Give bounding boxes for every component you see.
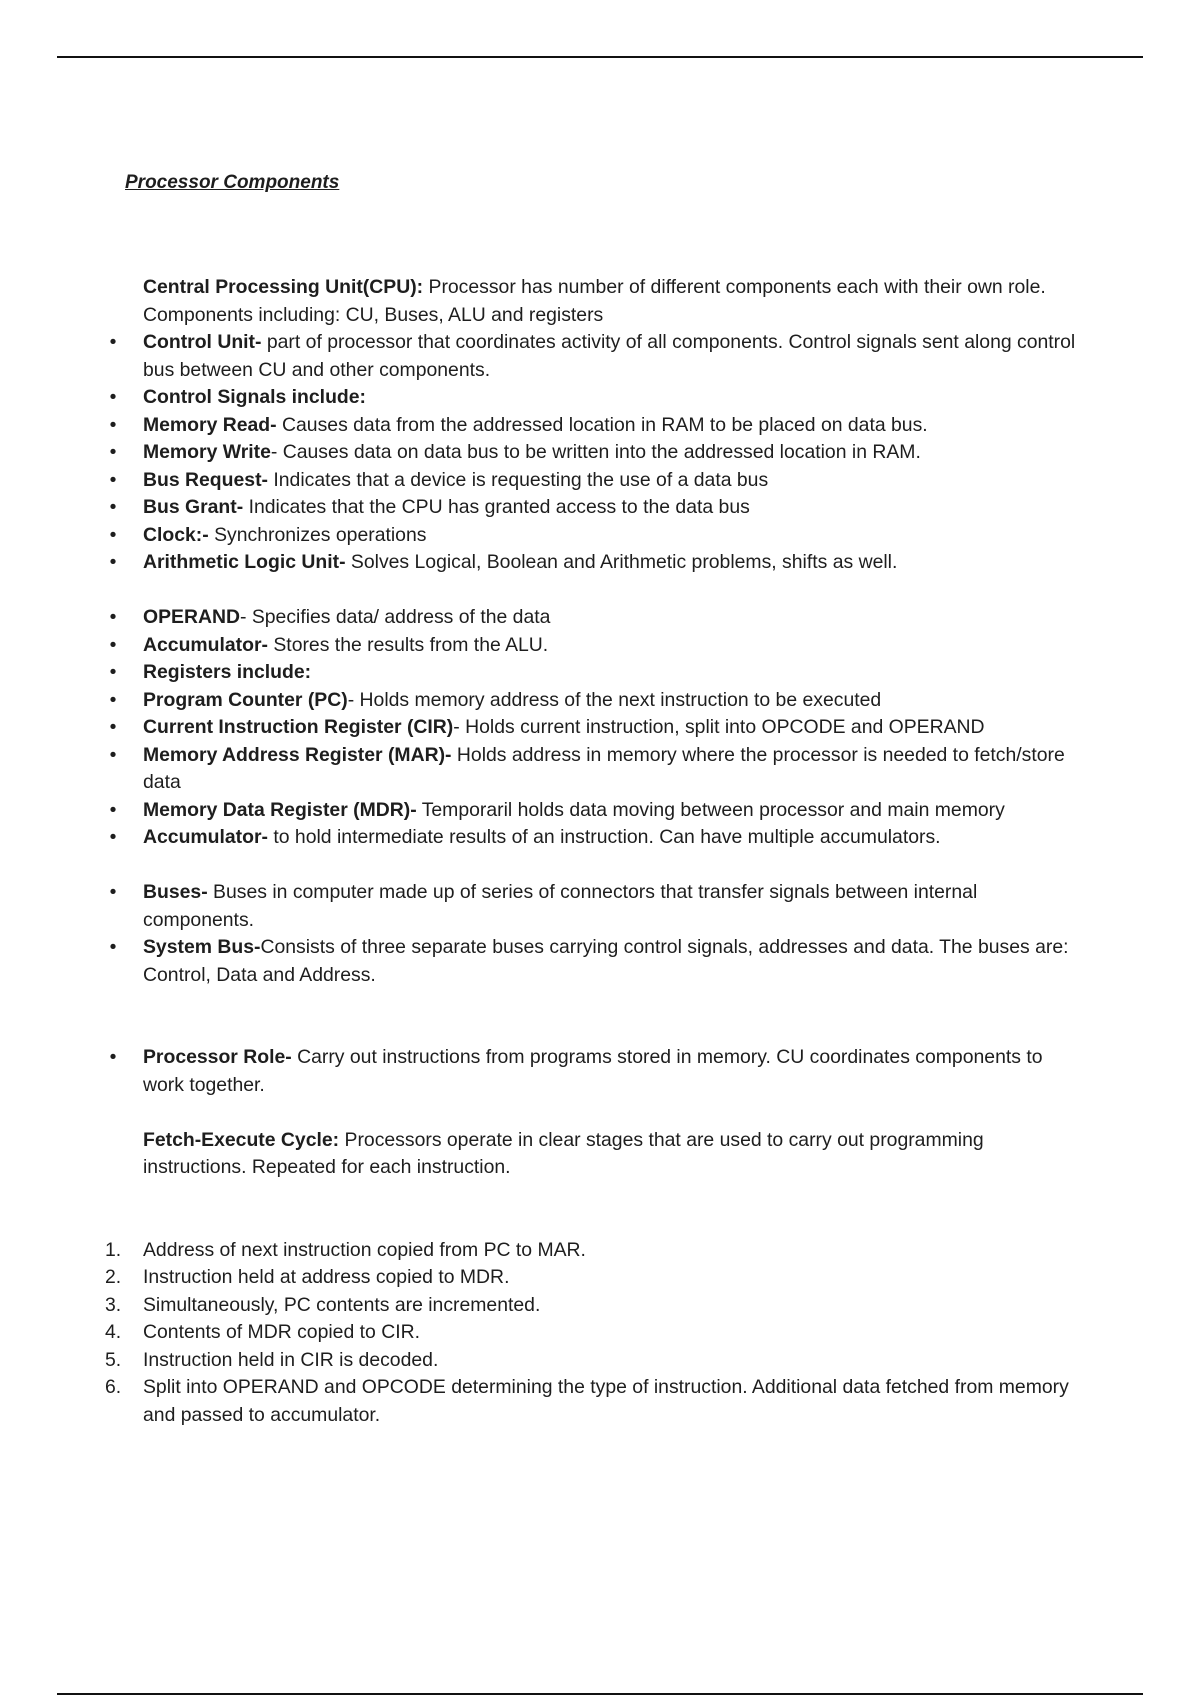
bullet-icon: • — [109, 413, 117, 436]
bullet-icon: • — [109, 523, 117, 546]
item-term: Bus Grant- — [143, 496, 244, 518]
bullet-list-processor-role — [109, 1044, 1088, 1099]
step-number: 4. — [105, 1321, 122, 1343]
bullet-icon: • — [109, 441, 117, 463]
bullet-icon: • — [109, 386, 117, 408]
item-text: Causes data from the addressed location in RAM to be placed on data bus. — [276, 413, 928, 436]
fetch-text: Processors operate in clear stages that are used to carry out programming instructions. Repeated for each instruction. — [143, 1128, 984, 1178]
step-text: Split into OPERAND and OPCODE determining the type of instruction. Additional data fetched from memory and passed to accumulator. — [143, 1376, 1069, 1426]
step-number: 3. — [105, 1293, 122, 1316]
item-text: part of processor that coordinates activity of all components. Control signals sent along control bus between CU and other components. — [143, 331, 1076, 381]
intro-paragraph — [143, 274, 1088, 329]
item-text: Synchronizes operations — [208, 523, 427, 546]
step-number: 6. — [105, 1376, 122, 1398]
item-term: Current Instruction Register (CIR) — [143, 716, 454, 738]
list-item — [109, 687, 1088, 715]
list-item — [109, 329, 1088, 384]
item-term: Accumulator- — [143, 826, 268, 848]
bullet-icon: • — [109, 331, 117, 353]
item-text: Solves Logical, Boolean and Arithmetic problems, shifts as well. — [345, 551, 898, 573]
list-item — [109, 824, 1088, 852]
list-item — [109, 797, 1088, 825]
spacer — [143, 1099, 1088, 1127]
item-term: Memory Address Register (MAR)- — [143, 743, 452, 766]
item-term: Arithmetic Logic Unit- — [143, 551, 346, 573]
list-item — [109, 522, 1088, 550]
item-term: Memory Write — [143, 441, 271, 463]
item-term: Bus Request- — [143, 468, 268, 491]
bullet-icon: • — [109, 798, 117, 821]
item-text: Indicates that a device is requesting the use of a data bus — [267, 468, 769, 491]
bullet-icon: • — [109, 826, 117, 848]
bullet-list-buses — [109, 879, 1088, 989]
list-item — [109, 659, 1088, 687]
step-item — [105, 1264, 1088, 1292]
list-item — [109, 604, 1088, 632]
step-item — [105, 1292, 1088, 1320]
item-text: Holds address in memory where the processor is needed to fetch/store data — [143, 743, 1065, 793]
step-text: Instruction held in CIR is decoded. — [143, 1348, 439, 1371]
list-item — [109, 549, 1088, 577]
item-term: OPERAND — [143, 606, 240, 628]
item-text: Stores the results from the ALU. — [267, 633, 549, 656]
list-item — [109, 742, 1088, 797]
bullet-icon: • — [109, 496, 117, 518]
step-item — [105, 1374, 1088, 1429]
bullet-icon: • — [109, 1046, 117, 1068]
item-term: Accumulator- — [143, 633, 268, 656]
list-item — [109, 412, 1088, 440]
bullet-icon: • — [109, 688, 117, 711]
step-item — [105, 1347, 1088, 1375]
item-term: Memory Data Register (MDR)- — [143, 798, 417, 821]
step-number: 5. — [105, 1348, 122, 1371]
step-item — [105, 1319, 1088, 1347]
item-term: Program Counter (PC) — [143, 688, 348, 711]
step-text: Instruction held at address copied to MDR. — [143, 1266, 510, 1288]
item-term: Control Signals include: — [143, 386, 367, 408]
fetch-execute-steps — [105, 1237, 1088, 1430]
item-text: Carry out instructions from programs stored in memory. CU coordinates components to work together. — [143, 1046, 1043, 1096]
list-item — [109, 934, 1088, 989]
fetch-term: Fetch-Execute Cycle: — [143, 1128, 340, 1151]
item-term: Processor Role- — [143, 1046, 292, 1068]
fetch-execute-paragraph — [143, 1127, 1088, 1182]
document-title: Processor Components — [125, 172, 340, 193]
item-text: - Holds current instruction, split into OPCODE and OPERAND — [453, 716, 985, 738]
item-text: Buses in computer made up of series of connectors that transfer signals between internal components. — [143, 881, 978, 931]
bullet-icon: • — [109, 551, 117, 573]
item-text: - Causes data on data bus to be written into the addressed location in RAM. — [270, 441, 921, 463]
bullet-icon: • — [109, 743, 117, 766]
bullet-icon: • — [109, 468, 117, 491]
spacer — [143, 1182, 1088, 1237]
item-text: Indicates that the CPU has granted access to the data bus — [243, 496, 750, 518]
document-body — [105, 274, 1088, 1429]
step-text: Address of next instruction copied from PC to MAR. — [143, 1238, 586, 1261]
footer-rule — [57, 1693, 1143, 1695]
item-term: System Bus- — [143, 936, 261, 958]
list-item — [109, 494, 1088, 522]
step-number: 2. — [105, 1266, 122, 1288]
item-term: Clock:- — [143, 523, 209, 546]
bullet-list-control-unit — [109, 329, 1088, 577]
bullet-icon: • — [109, 606, 117, 628]
list-item — [109, 879, 1088, 934]
item-text: Consists of three separate buses carrying control signals, addresses and data. The buses are: Control, Data and Address. — [143, 936, 1069, 986]
step-number: 1. — [105, 1238, 122, 1261]
item-term: Memory Read- — [143, 413, 277, 436]
spacer — [143, 852, 1088, 880]
item-text: - Specifies data/ address of the data — [239, 606, 551, 628]
step-item — [105, 1237, 1088, 1265]
intro-text: Processor has number of different components each with their own role. Components including: CU, Buses, ALU and registers — [143, 276, 1046, 326]
bullet-icon: • — [109, 633, 117, 656]
list-item — [109, 384, 1088, 412]
item-term: Control Unit- — [143, 331, 262, 353]
list-item — [109, 439, 1088, 467]
bullet-icon: • — [109, 881, 117, 903]
spacer — [143, 989, 1088, 1044]
list-item — [109, 714, 1088, 742]
list-item — [109, 632, 1088, 660]
spacer — [143, 577, 1088, 605]
header-rule — [57, 56, 1143, 58]
item-term: Registers include: — [143, 661, 312, 683]
intro-term: Central Processing Unit(CPU): — [143, 276, 424, 298]
step-text: Simultaneously, PC contents are incremented. — [143, 1293, 541, 1316]
list-item — [109, 467, 1088, 495]
bullet-icon: • — [109, 936, 117, 958]
item-text: to hold intermediate results of an instruction. Can have multiple accumulators. — [267, 826, 941, 848]
bullet-icon: • — [109, 661, 117, 683]
item-text: Temporaril holds data moving between processor and main memory — [416, 798, 1005, 821]
bullet-list-registers — [109, 604, 1088, 852]
step-text: Contents of MDR copied to CIR. — [143, 1321, 420, 1343]
item-text: - Holds memory address of the next instruction to be executed — [347, 688, 882, 711]
bullet-icon: • — [109, 716, 117, 738]
item-term: Buses- — [143, 881, 208, 903]
list-item — [109, 1044, 1088, 1099]
